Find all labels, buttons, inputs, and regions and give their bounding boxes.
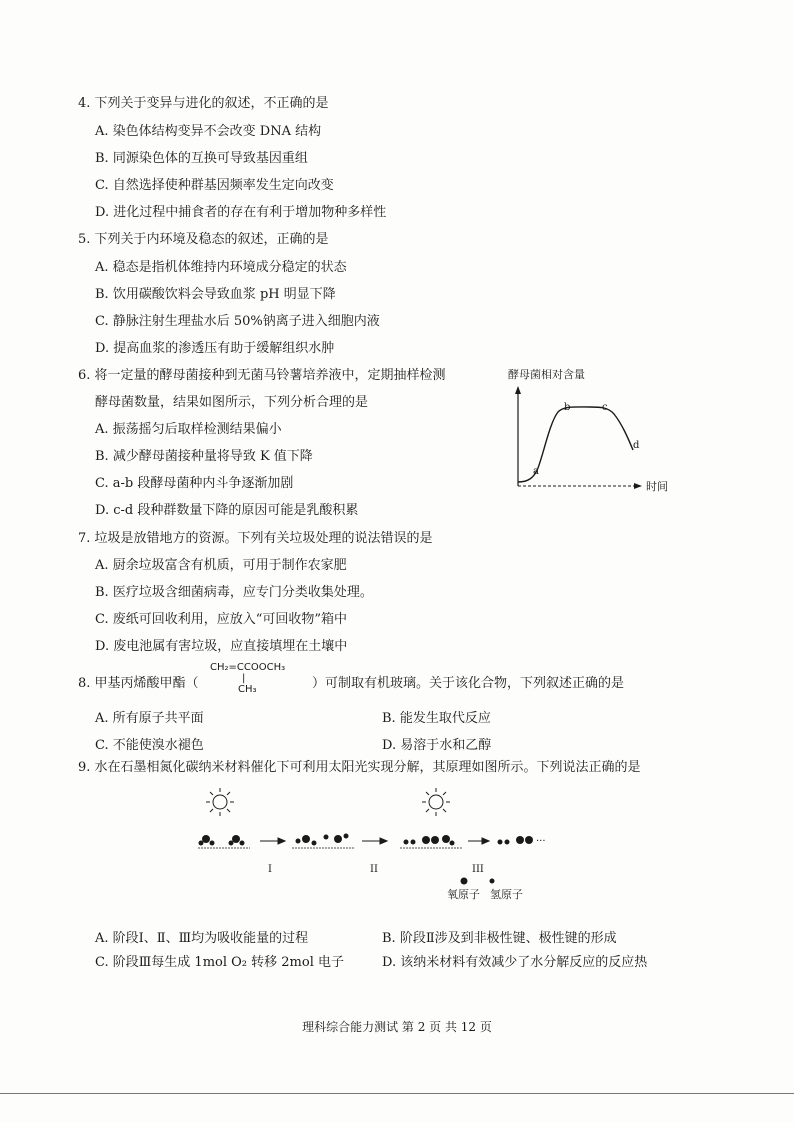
arrow-1 — [260, 838, 285, 844]
q7-option-c: C. 废纸可回收利用，应放入“可回收物”箱中 — [95, 612, 348, 627]
page-footer: 理科综合能力测试 第 2 页 共 12 页 — [302, 1020, 492, 1034]
q9-option-c: C. 阶段Ⅲ每生成 1mol O₂ 转移 2mol 电子 — [95, 955, 344, 970]
graph-xlabel: 时间 — [646, 480, 668, 493]
formula-bond-line: | — [242, 673, 246, 684]
q6-stem-line2: 酵母菌数量，结果如图所示，下列分析合理的是 — [95, 395, 369, 410]
bottom-divider — [0, 1093, 794, 1094]
q4-option-d: D. 进化过程中捕食者的存在有利于增加物种多样性 — [95, 205, 387, 220]
oxygen-atom-legend-icon — [461, 878, 468, 885]
stage-4-molecules — [498, 836, 546, 847]
q7-option-d: D. 废电池属有害垃圾，应直接填埋在土壤中 — [95, 639, 348, 654]
q7-option-a: A. 厨余垃圾富含有机质，可用于制作农家肥 — [95, 558, 347, 573]
q8-option-a: A. 所有原子共平面 — [95, 711, 204, 726]
graph-x-arrow — [634, 483, 642, 489]
graph-ylabel: 酵母菌相对含量 — [508, 368, 585, 381]
q6-option-a: A. 振荡摇匀后取样检测结果偏小 — [95, 422, 282, 437]
point-d-label: d — [633, 440, 640, 451]
q8-option-b: B. 能发生取代反应 — [382, 711, 491, 726]
point-c-label: c — [602, 402, 608, 413]
stage-label-3: III — [472, 864, 484, 875]
q5-option-a: A. 稳态是指机体维持内环境成分稳定的状态 — [95, 260, 347, 275]
q7-option-b: B. 医疗垃圾含细菌病毒，应专门分类收集处理。 — [95, 585, 373, 600]
legend-hydrogen: 氢原子 — [490, 888, 523, 901]
arrow-3 — [468, 838, 489, 844]
mma-structural-formula — [208, 660, 312, 700]
formula-main-chain: CH₂=CCOOCH₃ — [210, 662, 286, 673]
q7-stem: 7. 垃圾是放错地方的资源。下列有关垃圾处理的说法错误的是 — [78, 531, 433, 546]
q6-option-c: C. a-b 段酵母菌种内斗争逐渐加剧 — [95, 476, 294, 491]
q8-option-d: D. 易溶于水和乙醇 — [382, 738, 492, 753]
sun-icon — [206, 788, 234, 816]
q9-option-a: A. 阶段Ⅰ、Ⅱ、Ⅲ均为吸收能量的过程 — [95, 931, 309, 946]
svg-text:···: ··· — [536, 836, 546, 847]
q5-option-c: C. 静脉注射生理盐水后 50%钠离子进入细胞内液 — [95, 314, 380, 329]
stage-1-molecules — [198, 835, 250, 848]
hydrogen-atom-legend-icon — [490, 879, 495, 884]
q5-option-d: D. 提高血浆的渗透压有助于缓解组织水肿 — [95, 341, 335, 356]
stage-label-1: I — [268, 864, 272, 875]
point-a-label: a — [533, 466, 539, 477]
q9-option-b: B. 阶段Ⅱ涉及到非极性键、极性键的形成 — [382, 931, 617, 946]
q9-option-d: D. 该纳米材料有效减少了水分解反应的反应热 — [382, 955, 648, 970]
q4-option-c: C. 自然选择使种群基因频率发生定向改变 — [95, 178, 334, 193]
sun-icon — [422, 788, 450, 816]
q6-stem-line1: 6. 将一定量的酵母菌接种到无菌马铃薯培养液中，定期抽样检测 — [78, 368, 446, 383]
q4-option-a: A. 染色体结构变异不会改变 DNA 结构 — [95, 124, 322, 139]
arrow-2 — [362, 838, 387, 844]
q6-option-b: B. 减少酵母菌接种量将导致 K 值下降 — [95, 449, 313, 464]
point-b-label: b — [564, 402, 571, 413]
q4-option-b: B. 同源染色体的互换可导致基因重组 — [95, 151, 308, 166]
q8-stem-post: ）可制取有机玻璃。关于该化合物，下列叙述正确的是 — [312, 676, 625, 691]
graph-y-arrow — [515, 386, 521, 394]
stage-2-molecules — [292, 834, 355, 849]
formula-methyl-branch: CH₃ — [238, 684, 257, 695]
q4-stem: 4. 下列关于变异与进化的叙述，不正确的是 — [78, 96, 329, 111]
q8-stem-pre: 8. 甲基丙烯酸甲酯（ — [78, 676, 199, 691]
stage-3-molecules — [400, 835, 462, 848]
q5-stem: 5. 下列关于内环境及稳态的叙述，正确的是 — [78, 232, 329, 247]
legend-oxygen: 氧原子 — [447, 888, 480, 901]
stage-label-2: II — [370, 864, 378, 875]
q6-option-d: D. c-d 段种群数量下降的原因可能是乳酸积累 — [95, 503, 359, 518]
q5-option-b: B. 饮用碳酸饮料会导致血浆 pH 明显下降 — [95, 287, 336, 302]
q8-option-c: C. 不能使溴水褪色 — [95, 738, 204, 753]
yeast-growth-graph — [500, 362, 680, 507]
q9-stem: 9. 水在石墨相氮化碳纳米材料催化下可利用太阳光实现分解，其原理如图所示。下列说法正确的是 — [78, 760, 641, 775]
